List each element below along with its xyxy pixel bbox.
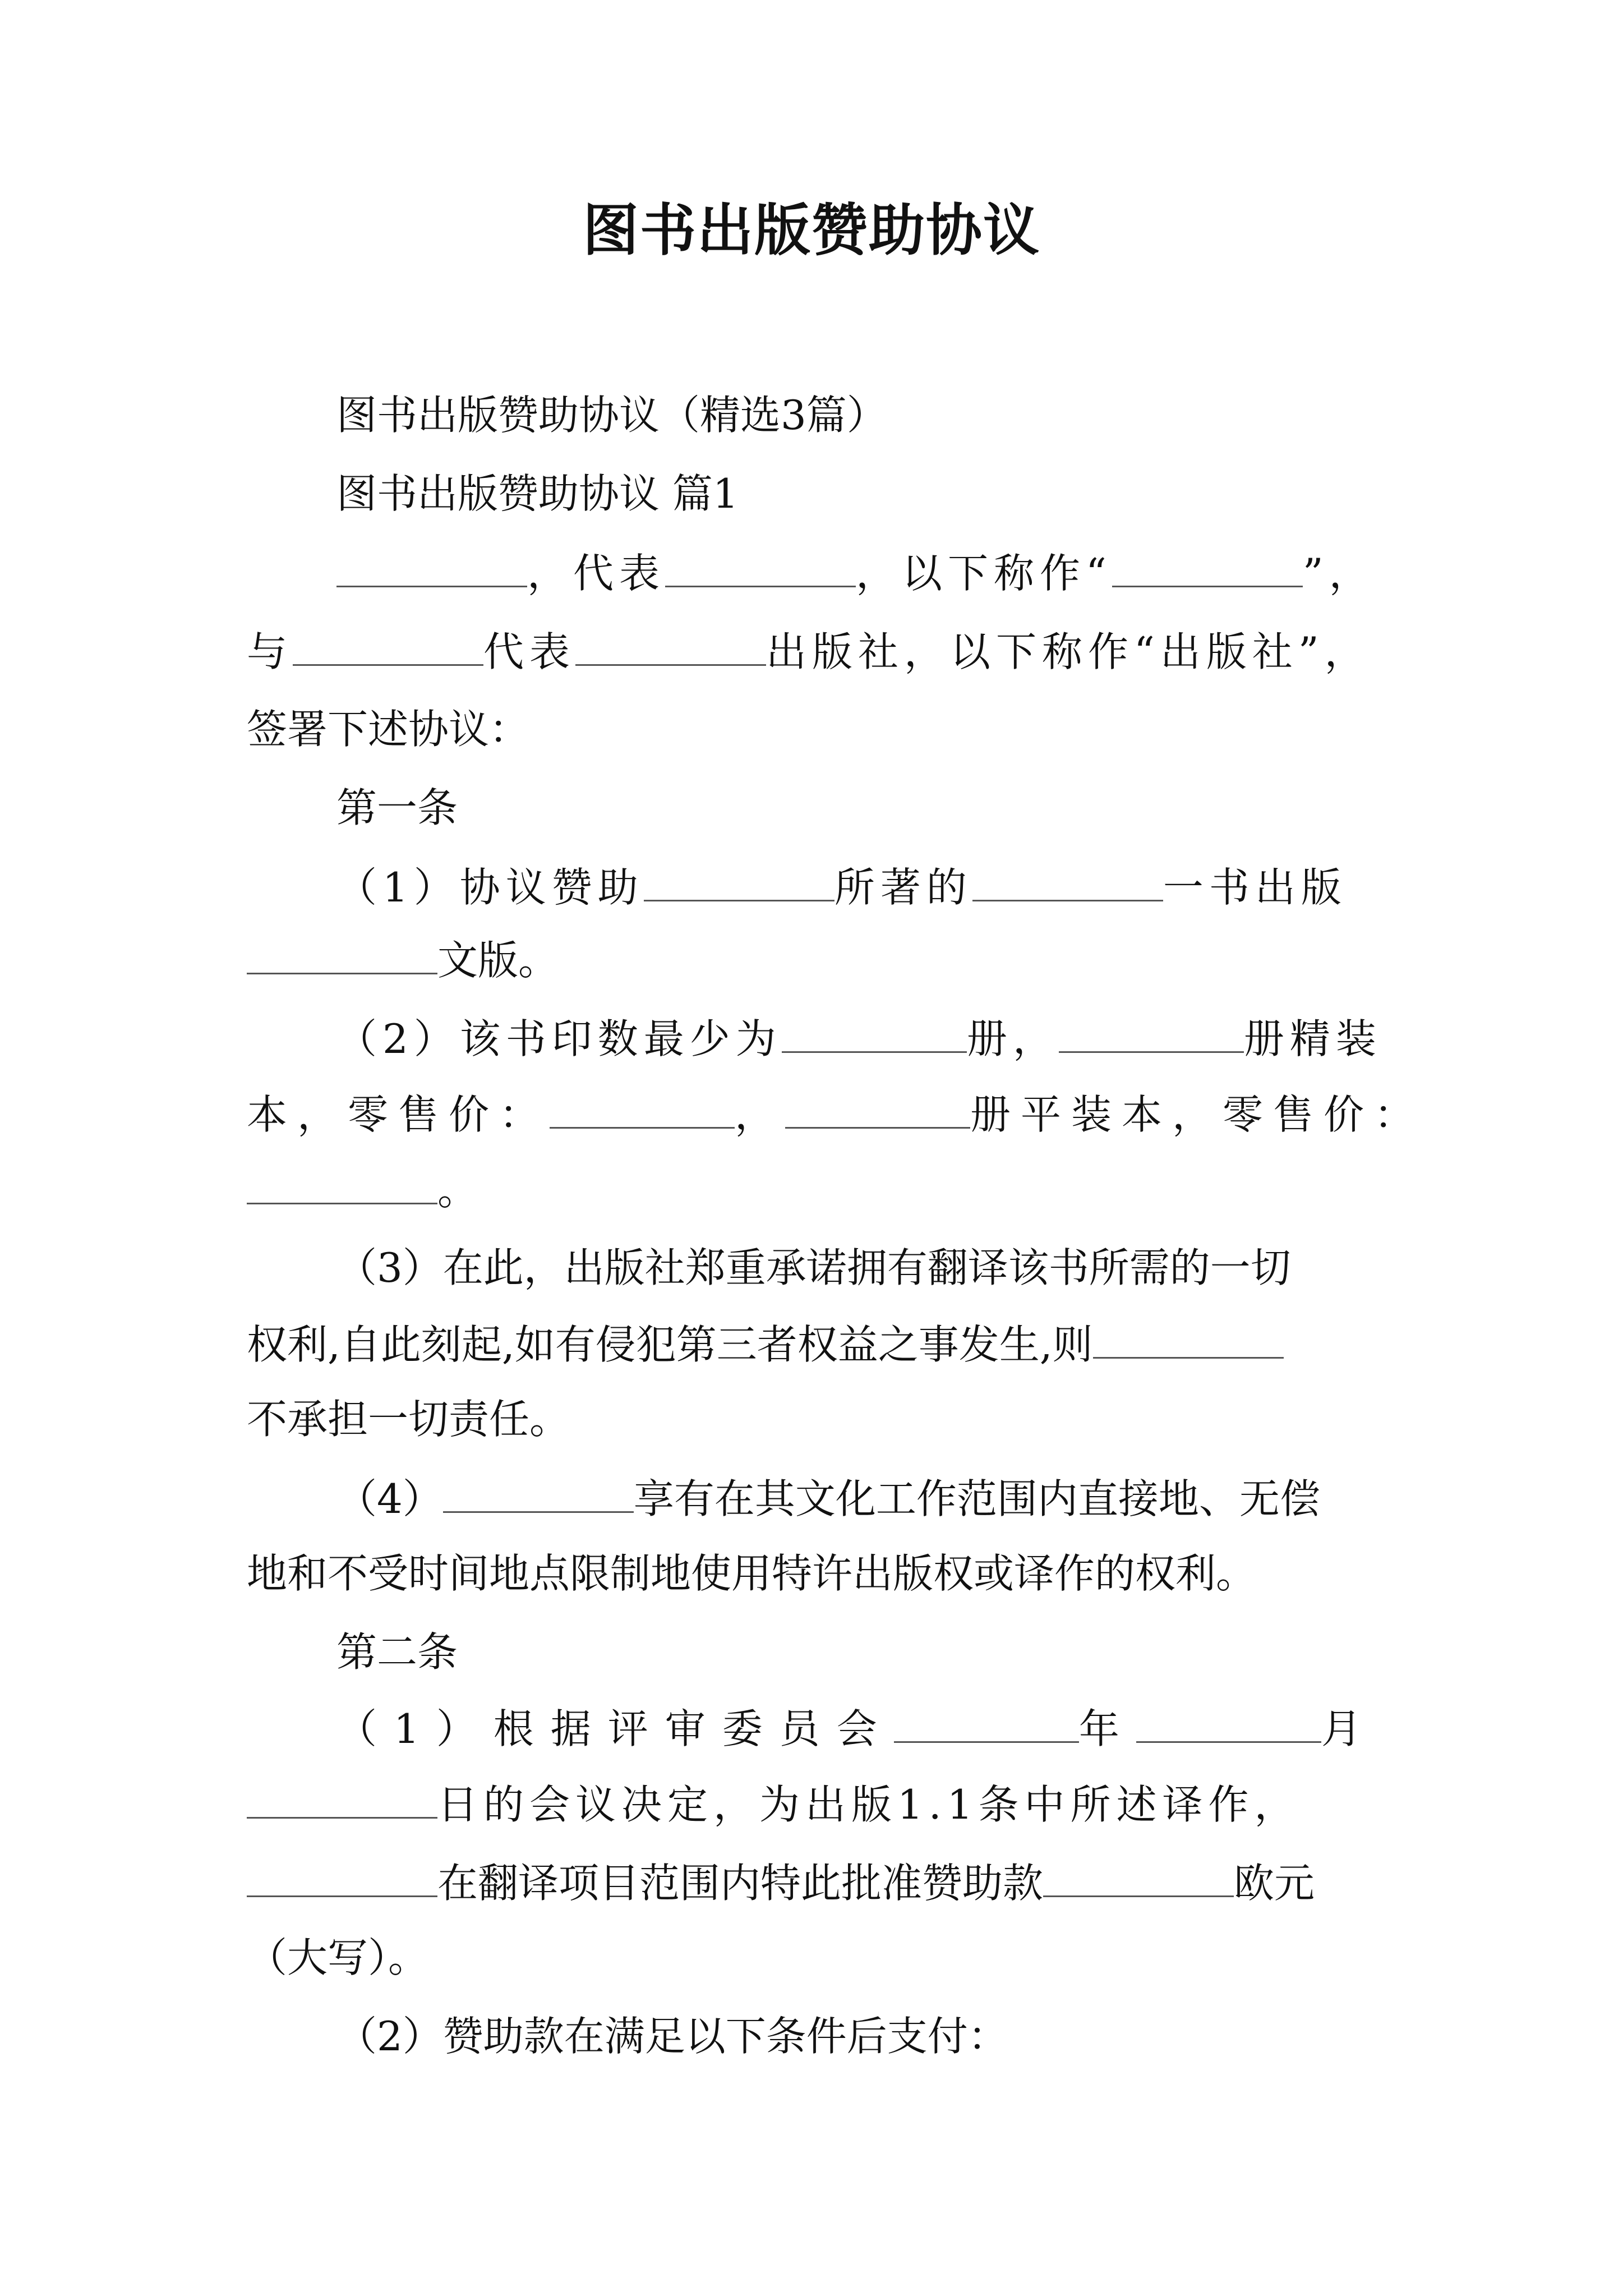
text-fragment: （4） [336, 1475, 443, 1522]
text-fragment: 享有在其文化工作范围内直接地、无偿 [633, 1475, 1320, 1522]
intro-line-2 [247, 623, 1371, 679]
blank-field [972, 858, 1163, 901]
article-1-clause-4-line-1 [336, 1470, 1320, 1526]
text-fragment: 册精装 [1243, 1015, 1382, 1062]
text-fragment: （1）协议赞助 [336, 864, 644, 911]
article-1-clause-4-line-2: 地和不受时间地点限制地使用特许出版权或译作的权利。 [247, 1550, 1257, 1597]
blank-field [443, 1470, 634, 1513]
intro-line-1 [336, 544, 1375, 600]
article-1-clause-1-line-1 [336, 858, 1347, 914]
blank-field [665, 544, 856, 587]
subtitle: 图书出版赞助协议（精选3篇） [336, 392, 887, 439]
blank-field [336, 544, 527, 587]
document-title: 图书出版赞助协议 [583, 197, 1040, 263]
article-2-clause-2-line-1: （2）赞助款在满足以下条件后支付： [336, 2013, 1008, 2060]
blank-field [1093, 1315, 1284, 1359]
blank-field [785, 1085, 970, 1129]
text-fragment: 册平装本，零售价： [970, 1091, 1425, 1138]
text-fragment: 日的会议决定，为出版1.1条中所述译作， [437, 1781, 1301, 1828]
section-heading: 图书出版赞助协议 篇1 [336, 470, 739, 517]
text-fragment: 所著的 [834, 864, 972, 911]
text-fragment: 在翻译项目范围内特此批准赞助款 [437, 1860, 1044, 1907]
article-2-heading: 第二条 [336, 1628, 458, 1676]
article-1-clause-2-line-1 [336, 1010, 1382, 1066]
text-fragment: 一书出版 [1163, 864, 1347, 911]
text-fragment: 。 [437, 1167, 478, 1214]
blank-field [247, 1854, 437, 1897]
blank-field [550, 1085, 735, 1129]
text-fragment: ”， [1302, 550, 1375, 597]
text-fragment: ， [735, 1091, 786, 1138]
text-fragment: （2）该书印数最少为 [336, 1015, 782, 1062]
blank-field [894, 1700, 1079, 1743]
text-fragment: 册， [966, 1015, 1059, 1062]
blank-field [1043, 1854, 1234, 1897]
blank-field [1059, 1010, 1244, 1053]
article-1-clause-3-line-2 [247, 1315, 1284, 1372]
article-1-clause-3-line-3: 不承担一切责任。 [247, 1396, 570, 1443]
article-1-clause-2-line-3 [247, 1161, 478, 1217]
intro-line-3: 签署下述协议： [247, 706, 530, 753]
article-2-clause-1-line-3 [247, 1854, 1315, 1910]
article-1-clause-2-line-2 [247, 1085, 1424, 1142]
text-fragment: 与 [247, 628, 293, 675]
text-fragment: 代表 [483, 628, 576, 675]
blank-field [247, 1161, 437, 1204]
article-1-heading: 第一条 [336, 784, 458, 831]
blank-field [1136, 1700, 1321, 1743]
text-fragment: 本，零售价： [247, 1091, 550, 1138]
blank-field [247, 931, 437, 974]
text-fragment: 文版。 [437, 937, 559, 984]
text-fragment: 月 [1321, 1705, 1378, 1752]
blank-field [644, 858, 834, 901]
text-fragment: ，代表 [527, 550, 666, 597]
blank-field [782, 1010, 967, 1053]
article-2-clause-1-line-4: （大写）。 [247, 1934, 429, 1981]
text-fragment: （1）根据评审委员会 [336, 1705, 894, 1752]
blank-field [1112, 544, 1303, 587]
text-fragment: 权利,自此刻起,如有侵犯第三者权益之事发生,则 [247, 1321, 1093, 1368]
text-fragment: 年 [1078, 1705, 1136, 1752]
article-2-clause-1-line-1 [336, 1700, 1378, 1756]
blank-field [575, 623, 766, 666]
blank-field [293, 623, 483, 666]
text-fragment: 欧元 [1234, 1860, 1315, 1907]
text-fragment: 出版社，以下称作“出版社”， [766, 628, 1371, 675]
text-fragment: ，以下称作“ [856, 550, 1112, 597]
article-1-clause-1-line-2 [247, 931, 559, 987]
article-1-clause-3-line-1: （3）在此，出版社郑重承诺拥有翻译该书所需的一切 [336, 1244, 1291, 1291]
article-2-clause-1-line-2 [247, 1775, 1301, 1832]
blank-field [247, 1775, 437, 1819]
